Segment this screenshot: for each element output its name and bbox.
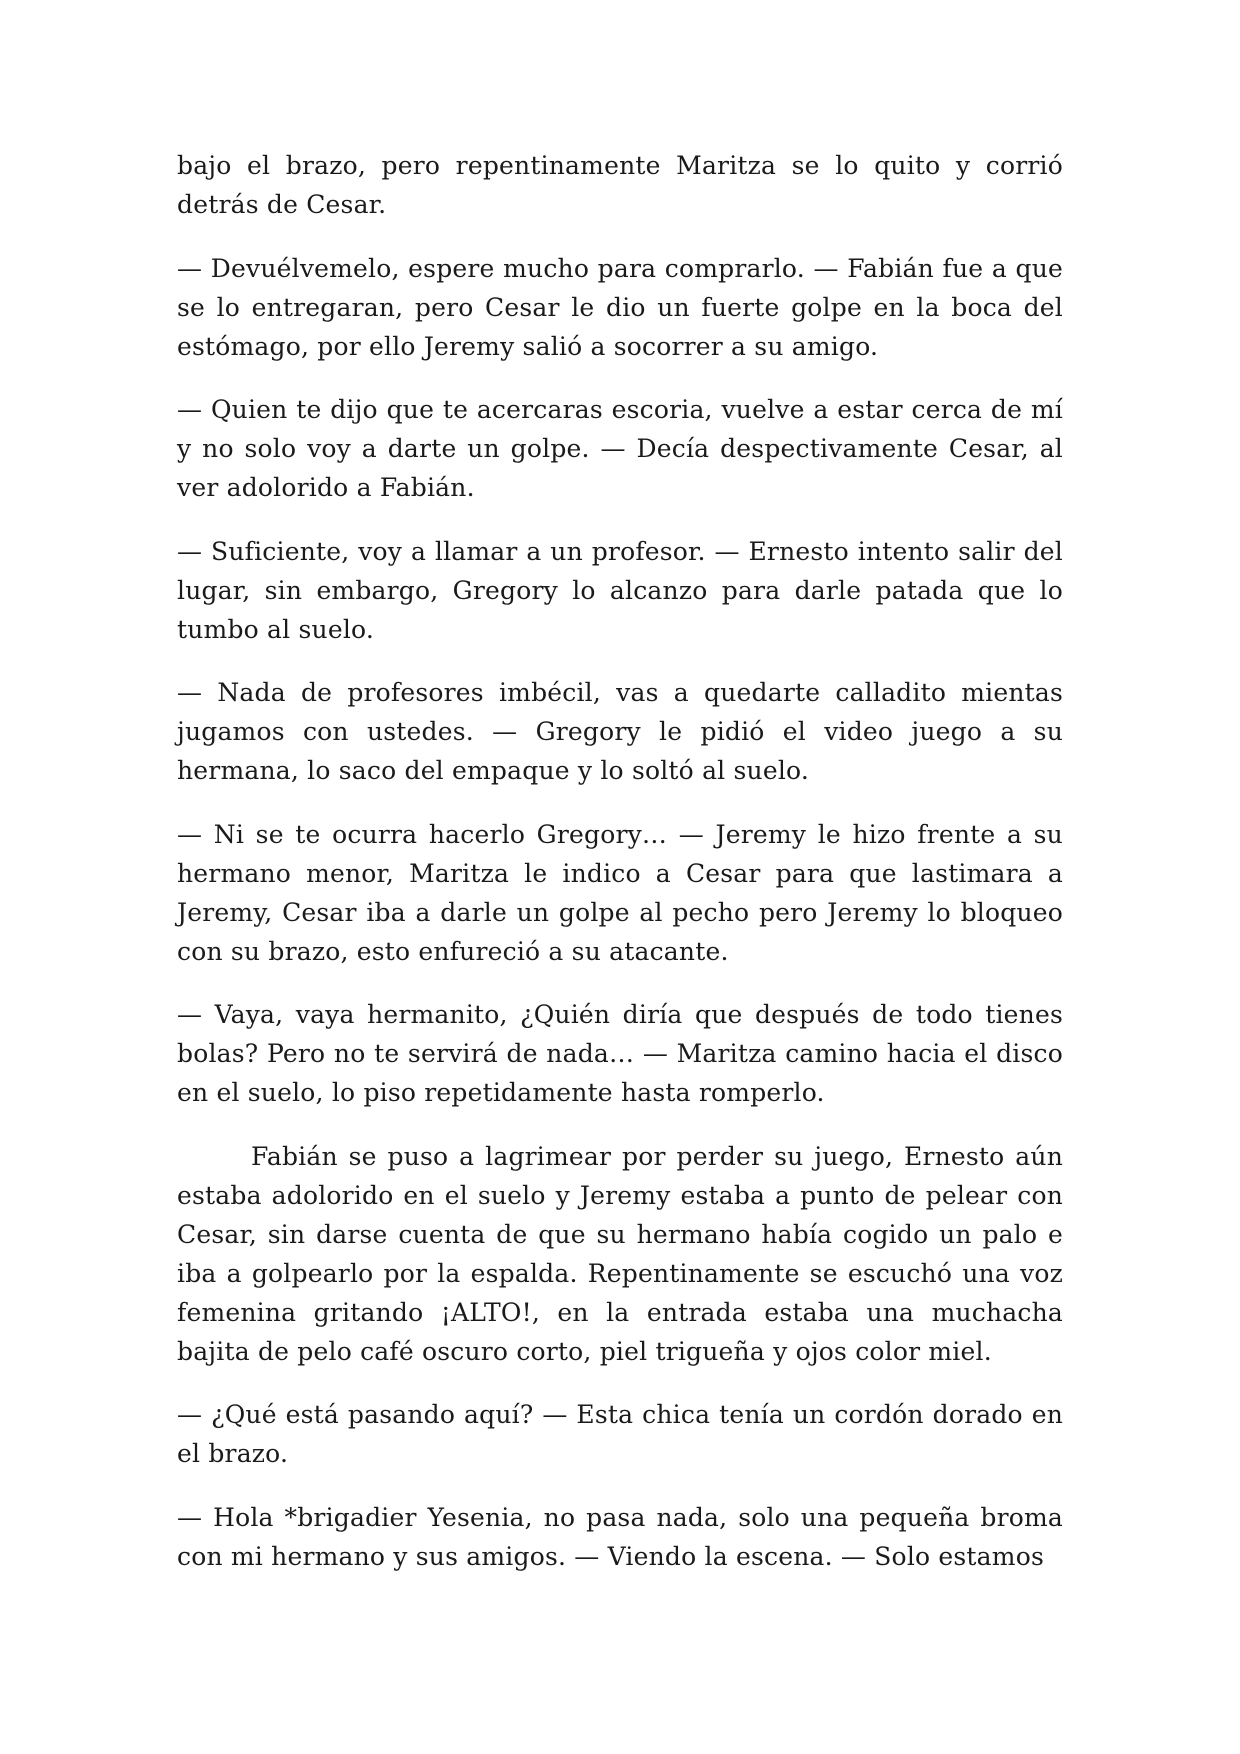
paragraph: bajo el brazo, pero repentinamente Maritza se lo quito y corrió detrás de Cesar.: [177, 151, 1063, 219]
paragraph: — Devuélvemelo, espere mucho para comprarlo. — Fabián fue a que se lo entregaran, pero Cesar le dio un fuerte golpe en la boca del estómago, por ello Jeremy salió a socorrer a su amigo.: [177, 253, 1063, 361]
paragraph-indented: Fabián se puso a lagrimear por perder su juego, Ernesto aún estaba adolorido en el suelo y Jeremy estaba a punto de pelear con Cesar, sin darse cuenta de que su hermano había cogido un palo e iba a golpearlo por la espalda. Repentinamente se escuchó una voz femenina gritando ¡ALTO!, en la entrada estaba una muchacha bajita de pelo café oscuro corto, piel trigueña y ojos color miel.: [177, 1141, 1063, 1366]
body-text: [177, 146, 1063, 1576]
paragraph: — Nada de profesores imbécil, vas a quedarte calladito mientas jugamos con ustedes. — Gregory le pidió el video juego a su hermana, lo saco del empaque y lo soltó al suelo.: [177, 678, 1063, 785]
paragraph: — Suficiente, voy a llamar a un profesor. — Ernesto intento salir del lugar, sin embargo, Gregory lo alcanzo para darle patada que lo tumbo al suelo.: [177, 536, 1063, 644]
paragraph: — Vaya, vaya hermanito, ¿Quién diría que después de todo tienes bolas? Pero no te servirá de nada… — Maritza camino hacia el disco en el suelo, lo piso repetidamente hasta romperlo.: [177, 1000, 1063, 1107]
paragraph: — ¿Qué está pasando aquí? — Esta chica tenía un cordón dorado en el brazo.: [177, 1400, 1063, 1468]
paragraph: — Hola *brigadier Yesenia, no pasa nada, solo una pequeña broma con mi hermano y sus amigos. — Viendo la escena. — Solo estamos: [177, 1502, 1063, 1571]
paragraph: — Ni se te ocurra hacerlo Gregory… — Jeremy le hizo frente a su hermano menor, Maritza le indico a Cesar para que lastimara a Jeremy, Cesar iba a darle un golpe al pecho pero Jeremy lo bloqueo con su brazo, esto enfureció a su atacante.: [177, 819, 1063, 966]
paragraph: — Quien te dijo que te acercaras escoria, vuelve a estar cerca de mí y no solo voy a darte un golpe. — Decía despectivamente Cesar, al ver adolorido a Fabián.: [177, 395, 1063, 502]
